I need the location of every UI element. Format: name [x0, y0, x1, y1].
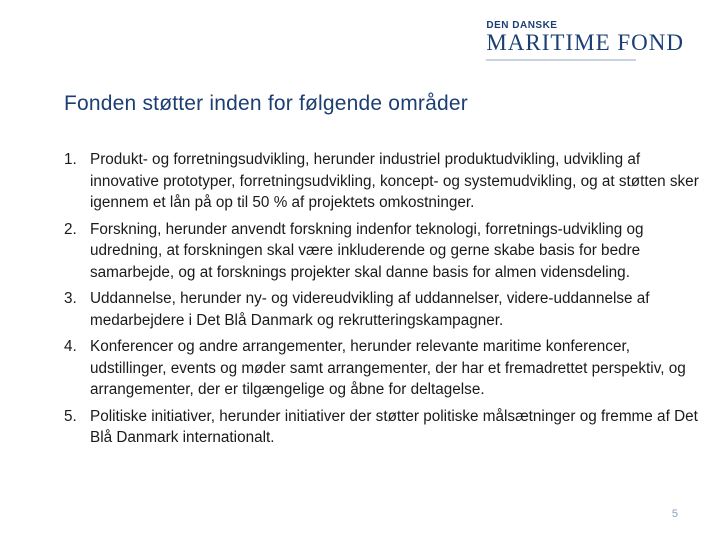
- item-text: Uddannelse, herunder ny- og videreudvikling af uddannelser, videre-uddannelse af medarbejdere i Det Blå Danmark og rekrutteringskampagner.: [90, 290, 650, 329]
- list-item: [64, 149, 704, 214]
- logo-line1: DEN DANSKE: [486, 20, 558, 31]
- logo-rule: [486, 59, 636, 61]
- list-item: [64, 219, 704, 284]
- item-number: 5.: [64, 407, 77, 425]
- item-number: 4.: [64, 338, 77, 355]
- list-item: [64, 406, 704, 449]
- slide-title: Fonden støtter inden for følgende områder: [64, 92, 468, 115]
- item-text: Konferencer og andre arrangementer, herunder relevante maritime konferencer, udstillinger, events og møder samt arrangementer, der har et fremadrettet perspektiv, og arrangementer, der er tilgængelige og åbne for deltagelse.: [90, 338, 686, 398]
- list-item: [64, 288, 704, 331]
- item-text: Produkt- og forretningsudvikling, herunder industriel produktudvikling, udvikling af innovative prototyper, forretningsudvikling, koncept- og systemudvikling, og at støtten sker igennem et lån på op til 50 % af projektets omkostninger.: [90, 151, 699, 211]
- list-item: [64, 336, 704, 401]
- logo-line2: MARITIME FOND: [486, 30, 684, 55]
- item-text: Politiske initiativer, herunder initiativer der støtter politiske målsætninger og fremme af Det Blå Danmark internationalt.: [90, 407, 698, 446]
- item-number: 2.: [64, 220, 77, 238]
- item-text: Forskning, herunder anvendt forskning indenfor teknologi, forretnings-udvikling og udredning, at forskningen skal være inkluderende og gerne skabe basis for bedre samarbejde, og at forsknings projekter skal danne basis for almen vidensdeling.: [90, 220, 644, 281]
- areas-list: [64, 149, 704, 454]
- logo: [486, 20, 684, 61]
- item-number: 1.: [64, 151, 77, 168]
- page-number: 5: [671, 508, 678, 520]
- item-number: 3.: [64, 290, 77, 307]
